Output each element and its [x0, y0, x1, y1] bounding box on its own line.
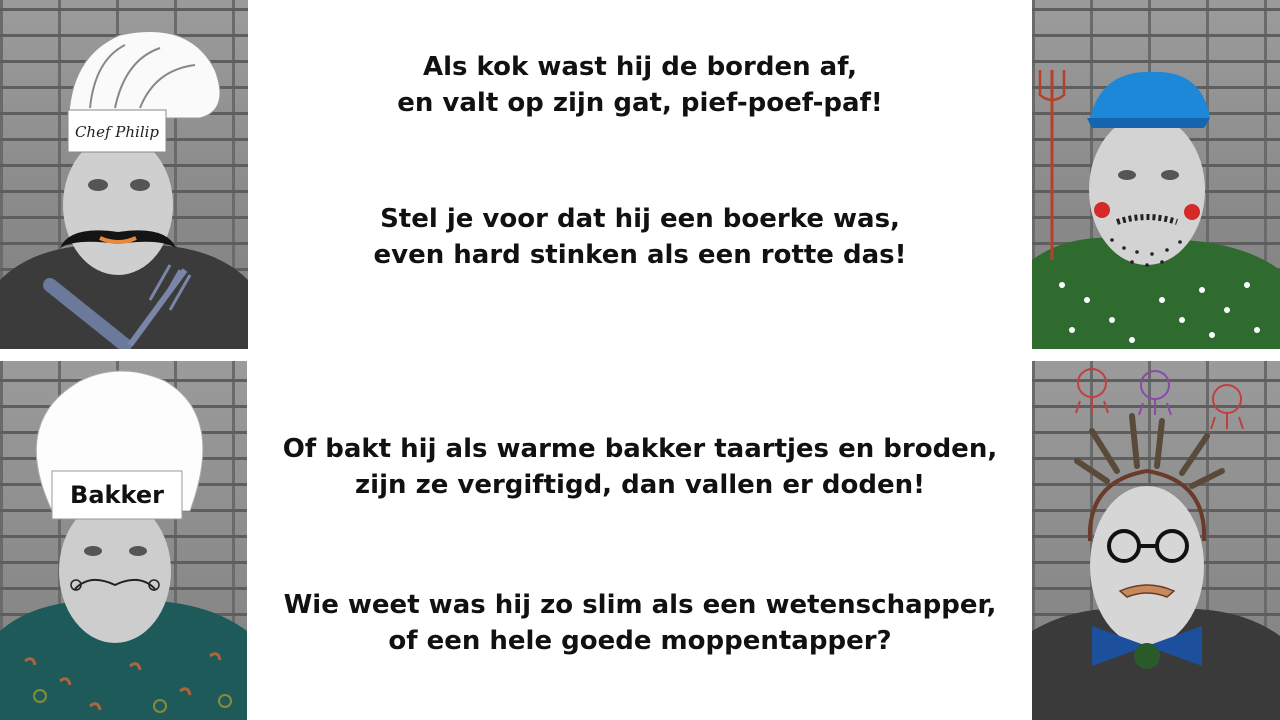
verse-1-line-1: Als kok wast hij de borden af, — [423, 52, 857, 82]
baker-drawing — [0, 361, 247, 720]
verse-2-line-1: Stel je voor dat hij een boerke was, — [380, 204, 900, 234]
farmer-drawing — [1032, 0, 1280, 349]
chef-hat-text: Chef Philip — [74, 123, 160, 141]
verse-1-line-2: en valt op zijn gat, pief-poef-paf! — [397, 88, 883, 118]
farmer-photo — [1032, 0, 1280, 349]
baker-photo — [0, 361, 247, 720]
chef-photo — [0, 0, 248, 349]
verse-2 — [270, 201, 1010, 273]
scientist-drawing — [1032, 361, 1280, 720]
verse-2-line-2: even hard stinken als een rotte das! — [373, 240, 907, 270]
verse-4-line-1: Wie weet was hij zo slim als een wetenschapper, — [283, 590, 997, 620]
verse-4 — [270, 587, 1010, 659]
scientist-photo — [1032, 361, 1280, 720]
verse-3-line-2: zijn ze vergiftigd, dan vallen er doden! — [355, 470, 925, 500]
verse-3-line-1: Of bakt hij als warme bakker taartjes en broden, — [282, 434, 998, 464]
verse-4-line-2: of een hele goede moppentapper? — [388, 626, 892, 656]
verse-3 — [270, 431, 1010, 503]
chef-drawing — [0, 0, 248, 349]
baker-hat-text: Bakker — [70, 481, 164, 509]
verse-1 — [270, 49, 1010, 121]
